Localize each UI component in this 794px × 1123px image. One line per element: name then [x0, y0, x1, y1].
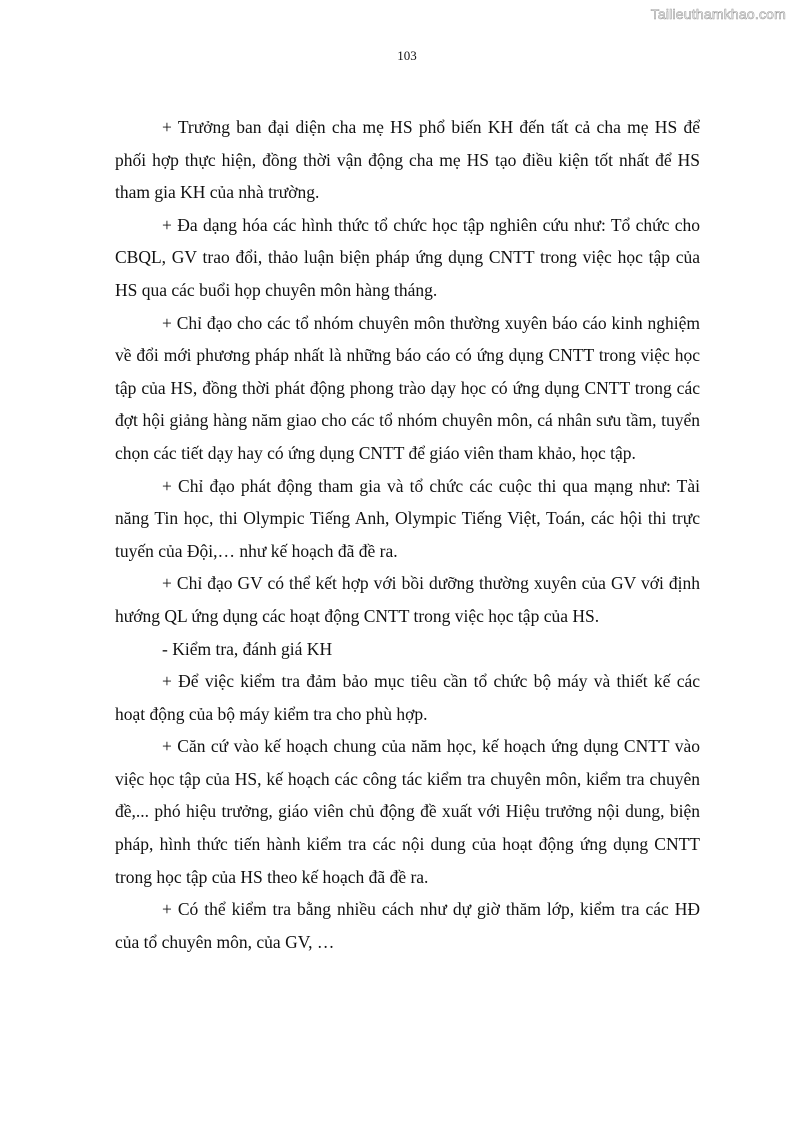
page-number: 103 — [397, 48, 417, 63]
paragraph-inspection-methods: + Có thể kiểm tra bằng nhiều cách như dự giờ thăm lớp, kiểm tra các HĐ của tổ chuyên môn, của GV, … — [115, 899, 700, 952]
paragraph-diversify-learning-forms: + Đa dạng hóa các hình thức tổ chức học tập nghiên cứu như: Tổ chức cho CBQL, GV trao đổi, thảo luận biện pháp ứng dụng CNTT trong việc học tập của HS qua các buổi họp chuyên môn hàng tháng. — [115, 214, 700, 300]
document-body — [115, 111, 700, 958]
paragraph-inspection-heading: - Kiểm tra, đánh giá KH — [162, 638, 333, 659]
paragraph-inspection-basis: + Căn cứ vào kế hoạch chung của năm học, kế hoạch ứng dụng CNTT vào việc học tập của HS, kế hoạch các công tác kiểm tra chuyên môn, kiểm tra chuyên đề,... phó hiệu trưởng, giáo viên chủ động đề xuất với Hiệu trưởng nội dung, biện pháp, hình thức tiến hành kiểm tra các nội dung của hoạt động ứng dụng CNTT trong học tập của HS theo kế hoạch đã đề ra. — [115, 736, 700, 887]
paragraph-online-contests: + Chỉ đạo phát động tham gia và tổ chức các cuộc thi qua mạng như: Tài năng Tin học, thi Olympic Tiếng Anh, Olympic Tiếng Việt, Toán, các hội thi trực tuyến của Đội,… như kế hoạch đã đề ra. — [115, 475, 700, 561]
paragraph-direct-experience-reports: + Chỉ đạo cho các tổ nhóm chuyên môn thường xuyên báo cáo kinh nghiệm về đổi mới phương pháp nhất là những báo cáo có ứng dụng CNTT trong việc học tập của HS, đồng thời phát động phong trào dạy học có ứng dụng CNTT trong các đợt hội giảng hàng năm giao cho các tổ nhóm chuyên môn, cá nhân sưu tầm, tuyển chọn các tiết dạy hay có ứng dụng CNTT để giáo viên tham khảo, học tập. — [115, 312, 700, 463]
paragraph-parent-representative: + Trưởng ban đại diện cha mẹ HS phổ biến KH đến tất cả cha mẹ HS để phối hợp thực hiện, đồng thời vận động cha mẹ HS tạo điều kiện tốt nhất để HS tham gia KH của nhà trường. — [115, 117, 700, 203]
paragraph-inspection-apparatus: + Để việc kiểm tra đảm bảo mục tiêu cần tổ chức bộ máy và thiết kế các hoạt động của bộ máy kiểm tra cho phù hợp. — [115, 671, 700, 724]
watermark-text: Tailieuthamkhao.com — [650, 6, 786, 22]
paragraph-teacher-training: + Chỉ đạo GV có thể kết hợp với bồi dưỡng thường xuyên của GV với định hướng QL ứng dụng các hoạt động CNTT trong việc học tập của HS. — [115, 573, 700, 626]
